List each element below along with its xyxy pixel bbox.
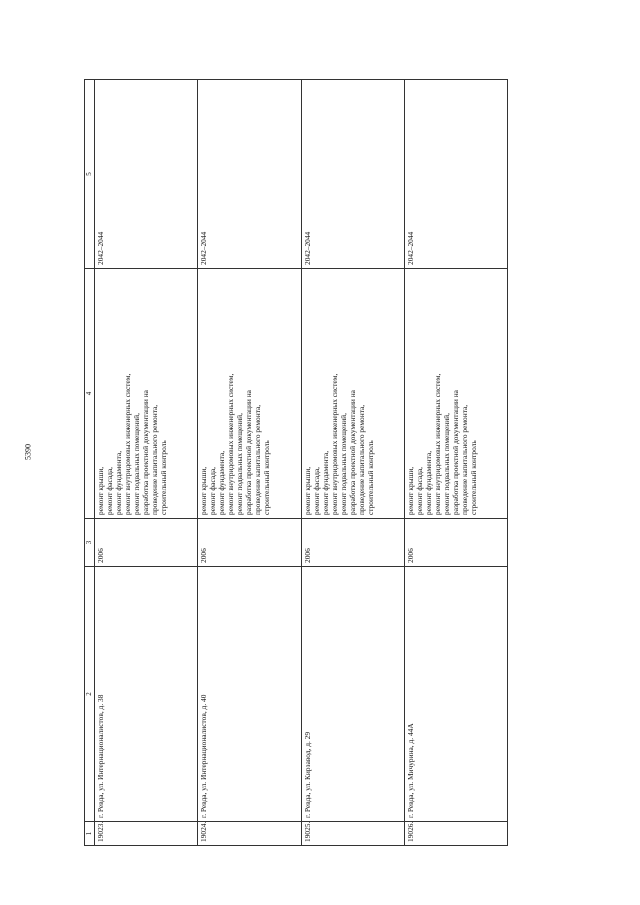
work-item: ремонт внутридомовых инженерных систем, [329,373,339,515]
column-number-5: 5 [85,80,95,269]
row-number: 19026. [404,822,507,846]
work-item: проведение капитального ремонта, [150,404,160,515]
work-item: проведение капитального ремонта, [253,404,263,515]
work-item: ремонт фундамента, [423,450,433,515]
building-address: г. Ревда, ул. Интернационалистов, д. 40 [198,567,301,822]
page-number: 5390 [23,444,33,460]
repair-works [301,269,404,519]
column-number-2: 2 [85,567,95,822]
column-number-4: 4 [85,269,95,519]
work-item: проведение капитального ремонта, [459,404,469,515]
work-item: ремонт крыши, [302,466,312,515]
table-row [95,80,198,846]
column-number-1: 1 [85,822,95,846]
row-number: 19025. [301,822,404,846]
work-item: строительный контроль [262,440,272,515]
repair-period: 2042–2044 [301,80,404,269]
work-item: ремонт подвальных помещений, [235,413,245,515]
repair-period: 2042–2044 [95,80,198,269]
building-address: г. Ревда, ул. Кирзавод, д. 29 [301,567,404,822]
commission-year: 2006 [198,519,301,567]
work-item: проведение капитального ремонта, [356,404,366,515]
column-number-3: 3 [85,519,95,567]
work-item: ремонт внутридомовых инженерных систем, [226,373,236,515]
commission-year: 2006 [404,519,507,567]
work-item: ремонт подвальных помещений, [441,413,451,515]
commission-year: 2006 [301,519,404,567]
row-number: 19023. [95,822,198,846]
work-item: ремонт внутридомовых инженерных систем, [123,373,133,515]
work-item: ремонт подвальных помещений, [338,413,348,515]
work-item: ремонт фундамента, [114,450,124,515]
work-item: ремонт крыши, [199,466,209,515]
work-item: ремонт подвальных помещений, [132,413,142,515]
work-item: ремонт фундамента, [217,450,227,515]
work-item: ремонт внутридомовых инженерных систем, [432,373,442,515]
table-row [198,80,301,846]
repair-works [404,269,507,519]
work-item: строительный контроль [365,440,375,515]
work-item: ремонт фасада, [105,467,115,515]
work-item: ремонт фасада, [311,467,321,515]
repair-works [198,269,301,519]
work-item: разработка проектной документации на [347,390,357,515]
table-row [404,80,507,846]
repair-period: 2042–2044 [404,80,507,269]
table-container [84,80,508,846]
work-item: строительный контроль [468,440,478,515]
table-row [301,80,404,846]
work-item: ремонт фундамента, [320,450,330,515]
row-number: 19024. [198,822,301,846]
building-address: г. Ревда, ул. Интернационалистов, д. 38 [95,567,198,822]
work-item: ремонт фасада, [208,467,218,515]
repair-works [95,269,198,519]
work-item: строительный контроль [159,440,169,515]
column-numbers-row [85,80,95,846]
building-address: г. Ревда, ул. Мичурина, д. 44А [404,567,507,822]
work-item: ремонт крыши, [405,466,415,515]
work-item: разработка проектной документации на [141,390,151,515]
repair-schedule-table [84,79,508,846]
work-item: ремонт крыши, [96,466,105,515]
commission-year: 2006 [95,519,198,567]
work-item: ремонт фасада, [414,467,424,515]
work-item: разработка проектной документации на [244,390,254,515]
work-item: разработка проектной документации на [450,390,460,515]
repair-period: 2042–2044 [198,80,301,269]
